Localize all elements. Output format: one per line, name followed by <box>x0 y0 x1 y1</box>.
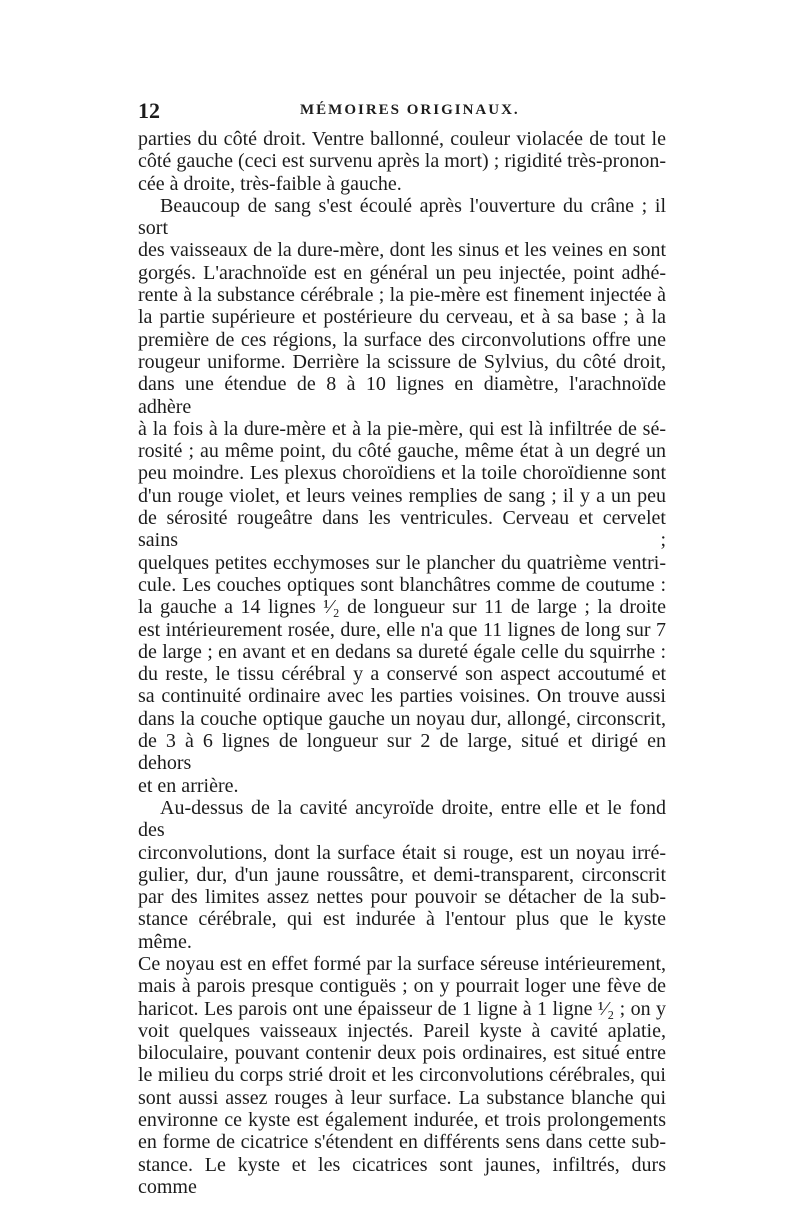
text-line: en forme de cicatrice s'étendent en différents sens dans cette sub- <box>138 1131 666 1154</box>
text-line: de sérosité rougeâtre dans les ventricules. Cerveau et cervelet sains ; <box>138 507 666 552</box>
text-line: Ce noyau est en effet formé par la surface séreuse intérieurement, <box>138 952 666 975</box>
text-line: gorgés. L'arachnoïde est en général un peu injectée, point adhé- <box>138 261 666 284</box>
text-line: le milieu du corps strié droit et les circonvolutions cérébrales, qui <box>138 1064 666 1087</box>
text-line: des vaisseaux de la dure-mère, dont les sinus et les veines en sont <box>138 239 666 262</box>
text-line: rougeur uniforme. Derrière la scissure de Sylvius, du côté droit, <box>138 350 666 373</box>
text-line: et en arrière. <box>138 774 239 797</box>
text-line: de large ; en avant et en dedans sa dureté égale celle du squirrhe : <box>138 640 666 663</box>
text-line: Au-dessus de la cavité ancyroïde droite, entre elle et le fond des <box>138 796 666 842</box>
text-line: stance cérébrale, qui est indurée à l'entour plus que le kyste même. <box>138 908 666 953</box>
text-line: rente à la substance cérébrale ; la pie-mère est finement injectée à <box>138 284 666 307</box>
text-line: mais à parois presque contiguës ; on y pourrait loger une fève de <box>138 975 666 998</box>
text-line: est intérieurement rosée, dure, elle n'a que 11 lignes de long sur 7 <box>138 618 666 641</box>
text-line: stance. Le kyste et les cicatrices sont jaunes, infiltrés, durs comme <box>138 1153 666 1198</box>
text-line: sa continuité ordinaire avec les parties voisines. On trouve aussi <box>138 685 666 708</box>
text-line: biloculaire, pouvant contenir deux pois ordinaires, est situé entre <box>138 1042 666 1065</box>
text-line: peu moindre. Les plexus choroïdiens et la toile choroïdienne sont <box>138 462 666 485</box>
page-number: 12 <box>138 98 160 123</box>
book-page <box>138 98 666 1198</box>
text-line: par des limites assez nettes pour pouvoir se détacher de la sub- <box>138 886 666 909</box>
body-text <box>138 128 666 1198</box>
text-line: environne ce kyste est également indurée, et trois prolongements <box>138 1109 666 1132</box>
text-line: circonvolutions, dont la surface était si rouge, est un noyau irré- <box>138 841 666 864</box>
text-line: dans une étendue de 8 à 10 lignes en diamètre, l'arachnoïde adhère <box>138 373 666 418</box>
text-line: la gauche a 14 lignes ¹⁄₂ de longueur sur 11 de large ; la droite <box>138 596 666 619</box>
page-header <box>138 98 666 128</box>
text-line: à la fois à la dure-mère et à la pie-mère, qui est là infiltrée de sé- <box>138 417 666 440</box>
text-line: haricot. Les parois ont une épaisseur de 1 ligne à 1 ligne ¹⁄₂ ; on y <box>138 997 666 1020</box>
text-line: sont aussi assez rouges à leur surface. La substance blanche qui <box>138 1086 666 1109</box>
text-line: cée à droite, très-faible à gauche. <box>138 172 402 195</box>
text-line: première de ces régions, la surface des circonvolutions offre une <box>138 328 666 351</box>
text-line: côté gauche (ceci est survenu après la mort) ; rigidité très-pronon- <box>138 150 666 173</box>
text-line: de 3 à 6 lignes de longueur sur 2 de large, situé et dirigé en dehors <box>138 730 666 775</box>
text-line: voit quelques vaisseaux injectés. Pareil kyste à cavité aplatie, <box>138 1019 666 1042</box>
text-line: du reste, le tissu cérébral y a conservé son aspect accoutumé et <box>138 663 666 686</box>
text-line: parties du côté droit. Ventre ballonné, couleur violacée de tout le <box>138 128 666 150</box>
text-line: la partie supérieure et postérieure du cerveau, et à sa base ; à la <box>138 306 666 329</box>
text-line: d'un rouge violet, et leurs veines remplies de sang ; il y a un peu <box>138 484 666 507</box>
text-line: gulier, dur, d'un jaune roussâtre, et demi-transparent, circonscrit <box>138 863 666 886</box>
text-line: dans la couche optique gauche un noyau dur, allongé, circonscrit, <box>138 707 666 730</box>
text-line: Beaucoup de sang s'est écoulé après l'ouverture du crâne ; il sort <box>138 194 666 240</box>
text-line: rosité ; au même point, du côté gauche, même état à un degré un <box>138 440 666 463</box>
text-line: cule. Les couches optiques sont blanchâtres comme de coutume : <box>138 573 666 596</box>
text-line: quelques petites ecchymoses sur le plancher du quatrième ventri- <box>138 551 666 574</box>
running-head: MÉMOIRES ORIGINAUX. <box>300 102 520 118</box>
